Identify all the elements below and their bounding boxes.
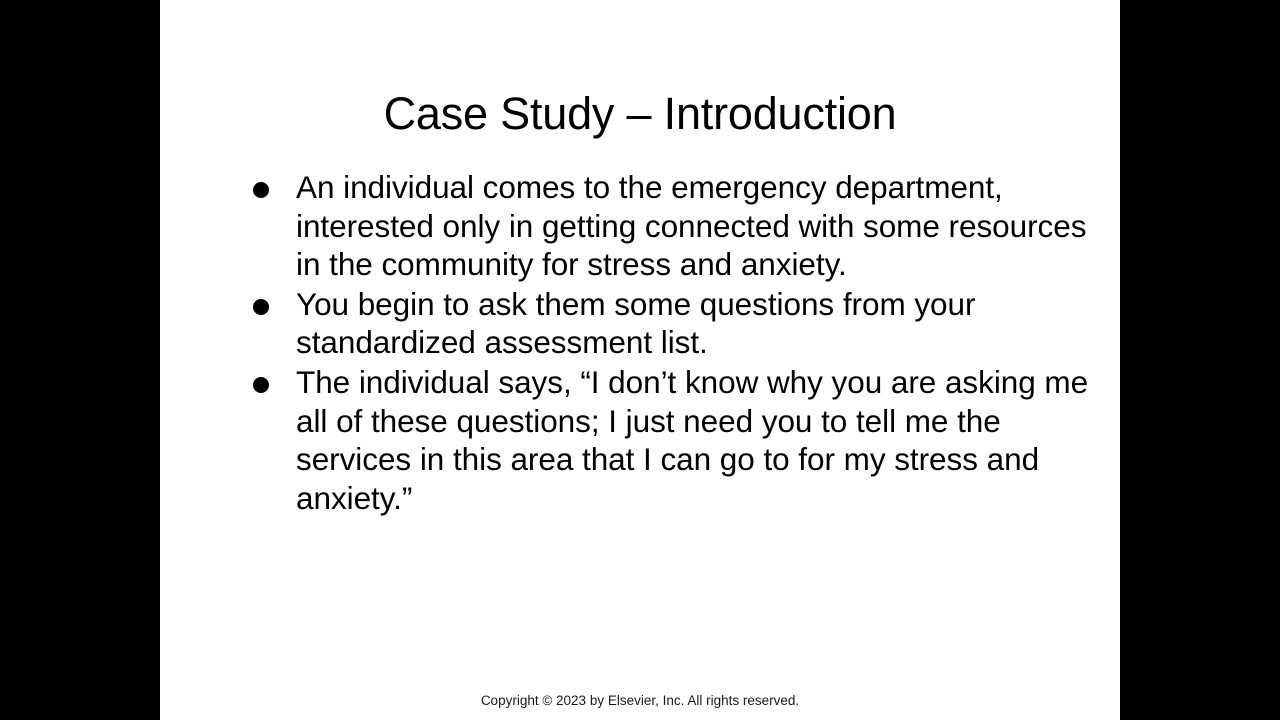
bullet-list bbox=[202, 168, 1112, 518]
list-item-text: An individual comes to the emergency department, interested only in getting connected with some resources in the community for stress and anxiety. bbox=[296, 169, 1087, 283]
presentation-slide bbox=[160, 0, 1120, 720]
bullet-point-icon bbox=[253, 377, 269, 393]
letterbox-bar-right bbox=[1120, 0, 1280, 720]
bullet-point-icon bbox=[253, 182, 269, 198]
list-item bbox=[202, 168, 1112, 284]
page-title: Case Study – Introduction bbox=[383, 88, 897, 140]
list-item-text: You begin to ask them some questions from your standardized assessment list. bbox=[296, 285, 976, 361]
copyright-notice: Copyright © 2023 by Elsevier, Inc. All rights reserved. bbox=[480, 693, 800, 708]
letterbox-bar-left bbox=[0, 0, 160, 720]
bullet-point-icon bbox=[253, 299, 269, 315]
list-item bbox=[202, 363, 1112, 517]
list-item-text: The individual says, “I don’t know why you are asking me all of these questions; I just need you to tell me the services in this area that I can go to for my stress and anxiety.” bbox=[296, 363, 1089, 516]
list-item bbox=[202, 285, 1112, 362]
